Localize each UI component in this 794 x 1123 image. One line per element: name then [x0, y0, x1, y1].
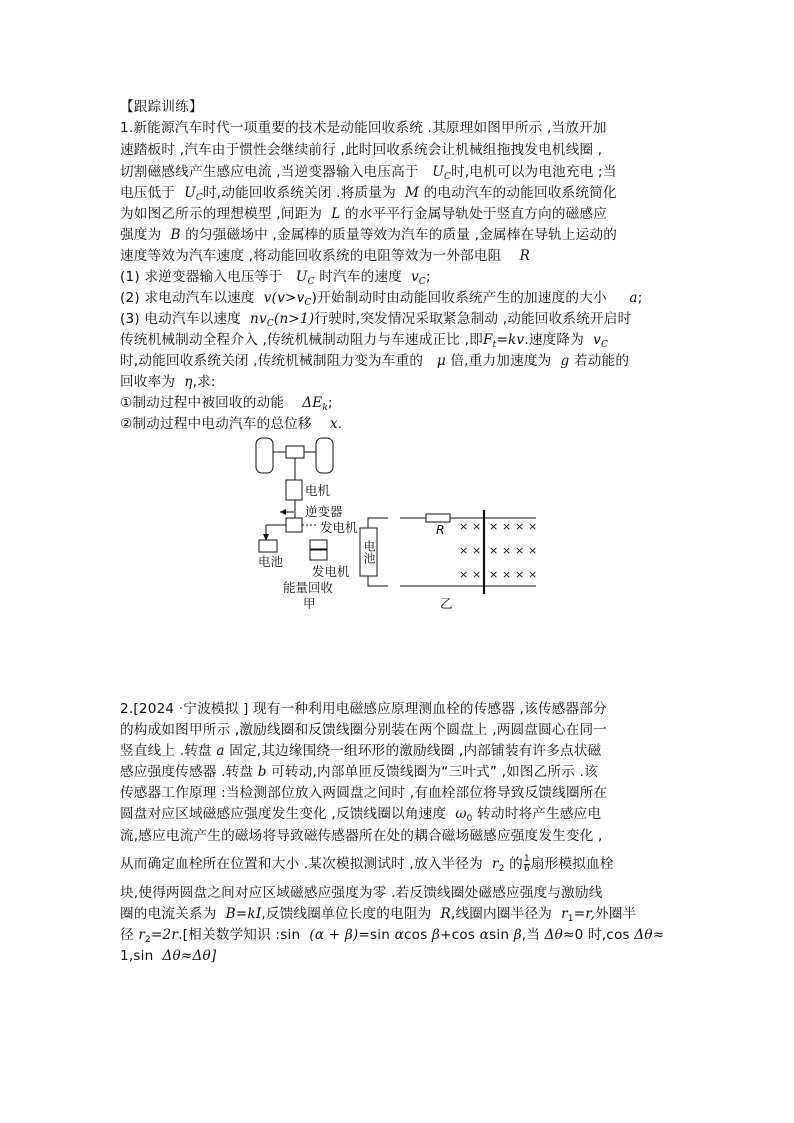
- label-resistor: R: [436, 522, 445, 537]
- label-rail-battery: 电池: [362, 540, 376, 564]
- q1-subquestion-2: ②制动过程中电动汽车的总位移 x.: [120, 416, 343, 432]
- field-cross: ×: [472, 520, 482, 533]
- left-wheel: [256, 438, 273, 473]
- q1-line: (1) 求逆变器输入电压等于 $U_C$ 时汽车的速度 $v_C$;: [120, 269, 431, 287]
- field-cross: ×: [528, 544, 538, 557]
- field-cross: ×: [515, 568, 525, 581]
- q1-line: 强度为 B 的匀强磁场中 ,金属棒的质量等效为汽车的质量 ,金属棒在导轨上运动的: [120, 227, 618, 243]
- q2-line: 圈的电流关系为 B=kI,反馈线圈单位长度的电阻为 R,线圈内圈半径为 $r_1=r$,外圈半: [120, 906, 637, 924]
- field-cross: ×: [515, 520, 525, 533]
- q2-line: 竖直线上 .转盘 a 固定,其边缘围绕一组环形的激励线圈 ,内部铺装有许多点状磁: [120, 743, 602, 759]
- field-cross: ×: [489, 544, 499, 557]
- q2-line: 2.[2024 ·宁波模拟 ] 现有一种利用电磁感应原理测血栓的传感器 ,该传感器部分: [120, 701, 607, 717]
- label-generator-bottom: 发电机: [312, 564, 350, 579]
- field-cross: ×: [489, 568, 499, 581]
- q1-subquestion-1: ①制动过程中被回收的动能 $\Delta E_k$;: [120, 395, 333, 413]
- label-motor: 电机: [305, 483, 331, 498]
- inverter-box: [286, 518, 302, 532]
- resistor-box: [426, 514, 450, 522]
- field-cross: ×: [472, 544, 482, 557]
- q1-line: 速踏板时 ,汽车由于惯性会继续前行 ,此时回收系统会让机械组拖拽发电机线圈 ,: [120, 142, 603, 158]
- battery-box: [259, 540, 277, 552]
- q2-line: 块,使得两圆盘之间对应区域磁感应强度为零 .若反馈线圈处磁感应强度与激励线: [120, 885, 603, 901]
- axle-box: [286, 446, 304, 458]
- field-cross: ×: [502, 520, 512, 533]
- field-cross: ×: [502, 568, 512, 581]
- label-jia: 甲: [303, 596, 316, 611]
- q1-line: 1.新能源汽车时代一项重要的技术是动能回收系统 .其原理如图甲所示 ,当放开加: [120, 120, 607, 136]
- q2-line: 1,sin Δθ≈Δθ]: [120, 948, 217, 964]
- label-energy-recovery: 能量回收: [283, 580, 334, 595]
- q1-line: 回收率为 η,求:: [120, 374, 216, 390]
- q2-line: 圆盘对应区域磁感应强度发生变化 ,反馈线圈以角速度 $\omega_0$ 转动时将产生感应电: [120, 806, 602, 824]
- right-wheel: [316, 438, 333, 473]
- q1-line: 切割磁感线产生感应电流 ,当逆变器输入电压高于 $U_C$时,电机可以为电池充电 ;当: [120, 164, 617, 182]
- q2-line: 的构成如图甲所示 ,激励线圈和反馈线圈分别装在两个圆盘上 ,两圆盘圆心在同一: [120, 722, 608, 738]
- label-battery: 电池: [258, 554, 284, 569]
- field-cross: ×: [502, 544, 512, 557]
- q1-line: 时,动能回收系统关闭 ,传统机械制阻力变为车重的 μ 倍,重力加速度为 g 若动能的: [120, 353, 630, 369]
- field-cross: ×: [528, 568, 538, 581]
- q1-line: (3) 电动汽车以速度 $nv_C(n>1)$行驶时,突发情况采取紧急制动 ,动能回收系统开启时: [120, 311, 632, 329]
- q2-line: 传感器工作原理 :当检测部位放入两圆盘之间时 ,有血栓部位将导致反馈线圈所在: [120, 785, 608, 801]
- q2-line: 从而确定血栓所在位置和大小 .某次模拟测试时 ,放入半径为 $r_2$ 的 $\frac{1}{6}$ 扇形模拟血栓: [120, 853, 614, 874]
- generator-box-bottom: [310, 550, 327, 560]
- fraction-one-sixth: $\frac{1}{6}$: [523, 853, 530, 874]
- q2-line: 径 $r_2=2r$.[相关数学知识 :sin (α + β)=sin αcos β+cos αsin β,当 Δθ≈0 时,cos Δθ≈: [120, 927, 665, 945]
- field-cross: ×: [489, 520, 499, 533]
- q1-line: 速度等效为汽车速度 ,将动能回收系统的电阻等效为一外部电阻 R: [120, 248, 531, 264]
- field-cross: ×: [459, 520, 469, 533]
- q2-line: 感应强度传感器 .转盘 b 可转动,内部单匝反馈线圈为“三叶式” ,如图乙所示 .该: [120, 764, 598, 780]
- magnetic-field: [459, 520, 537, 581]
- label-generator-top: 发电机: [320, 520, 358, 535]
- field-cross: ×: [472, 568, 482, 581]
- field-cross: ×: [528, 520, 538, 533]
- q1-line: 电压低于 $U_C$时,动能回收系统关闭 .将质量为 M 的电动汽车的动能回收系统简化: [120, 185, 617, 203]
- label-inverter: 逆变器: [305, 504, 343, 519]
- generator-box-top: [310, 540, 327, 549]
- q2-line: 流,感应电流产生的磁场将导致磁传感器所在处的耦合磁场磁感应强度发生变化 ,: [120, 828, 603, 844]
- section-title: 【跟踪训练】: [120, 99, 203, 115]
- field-cross: ×: [515, 544, 525, 557]
- field-cross: ×: [459, 568, 469, 581]
- field-cross: ×: [459, 544, 469, 557]
- q1-line: 传统机械制动全程介入 ,传统机械制动阻力与车速成正比 ,即$F_t=kv$.速度降为 $v_C$: [120, 332, 609, 350]
- label-yi: 乙: [440, 596, 453, 611]
- motor-box: [286, 480, 302, 500]
- q1-line: 为如图乙所示的理想模型 ,间距为 L 的水平平行金属导轨处于竖直方向的磁感应: [120, 206, 608, 222]
- q1-line: (2) 求电动汽车以速度 $v(v>v_C)$开始制动时由动能回收系统产生的加速度的大小 a;: [120, 290, 643, 308]
